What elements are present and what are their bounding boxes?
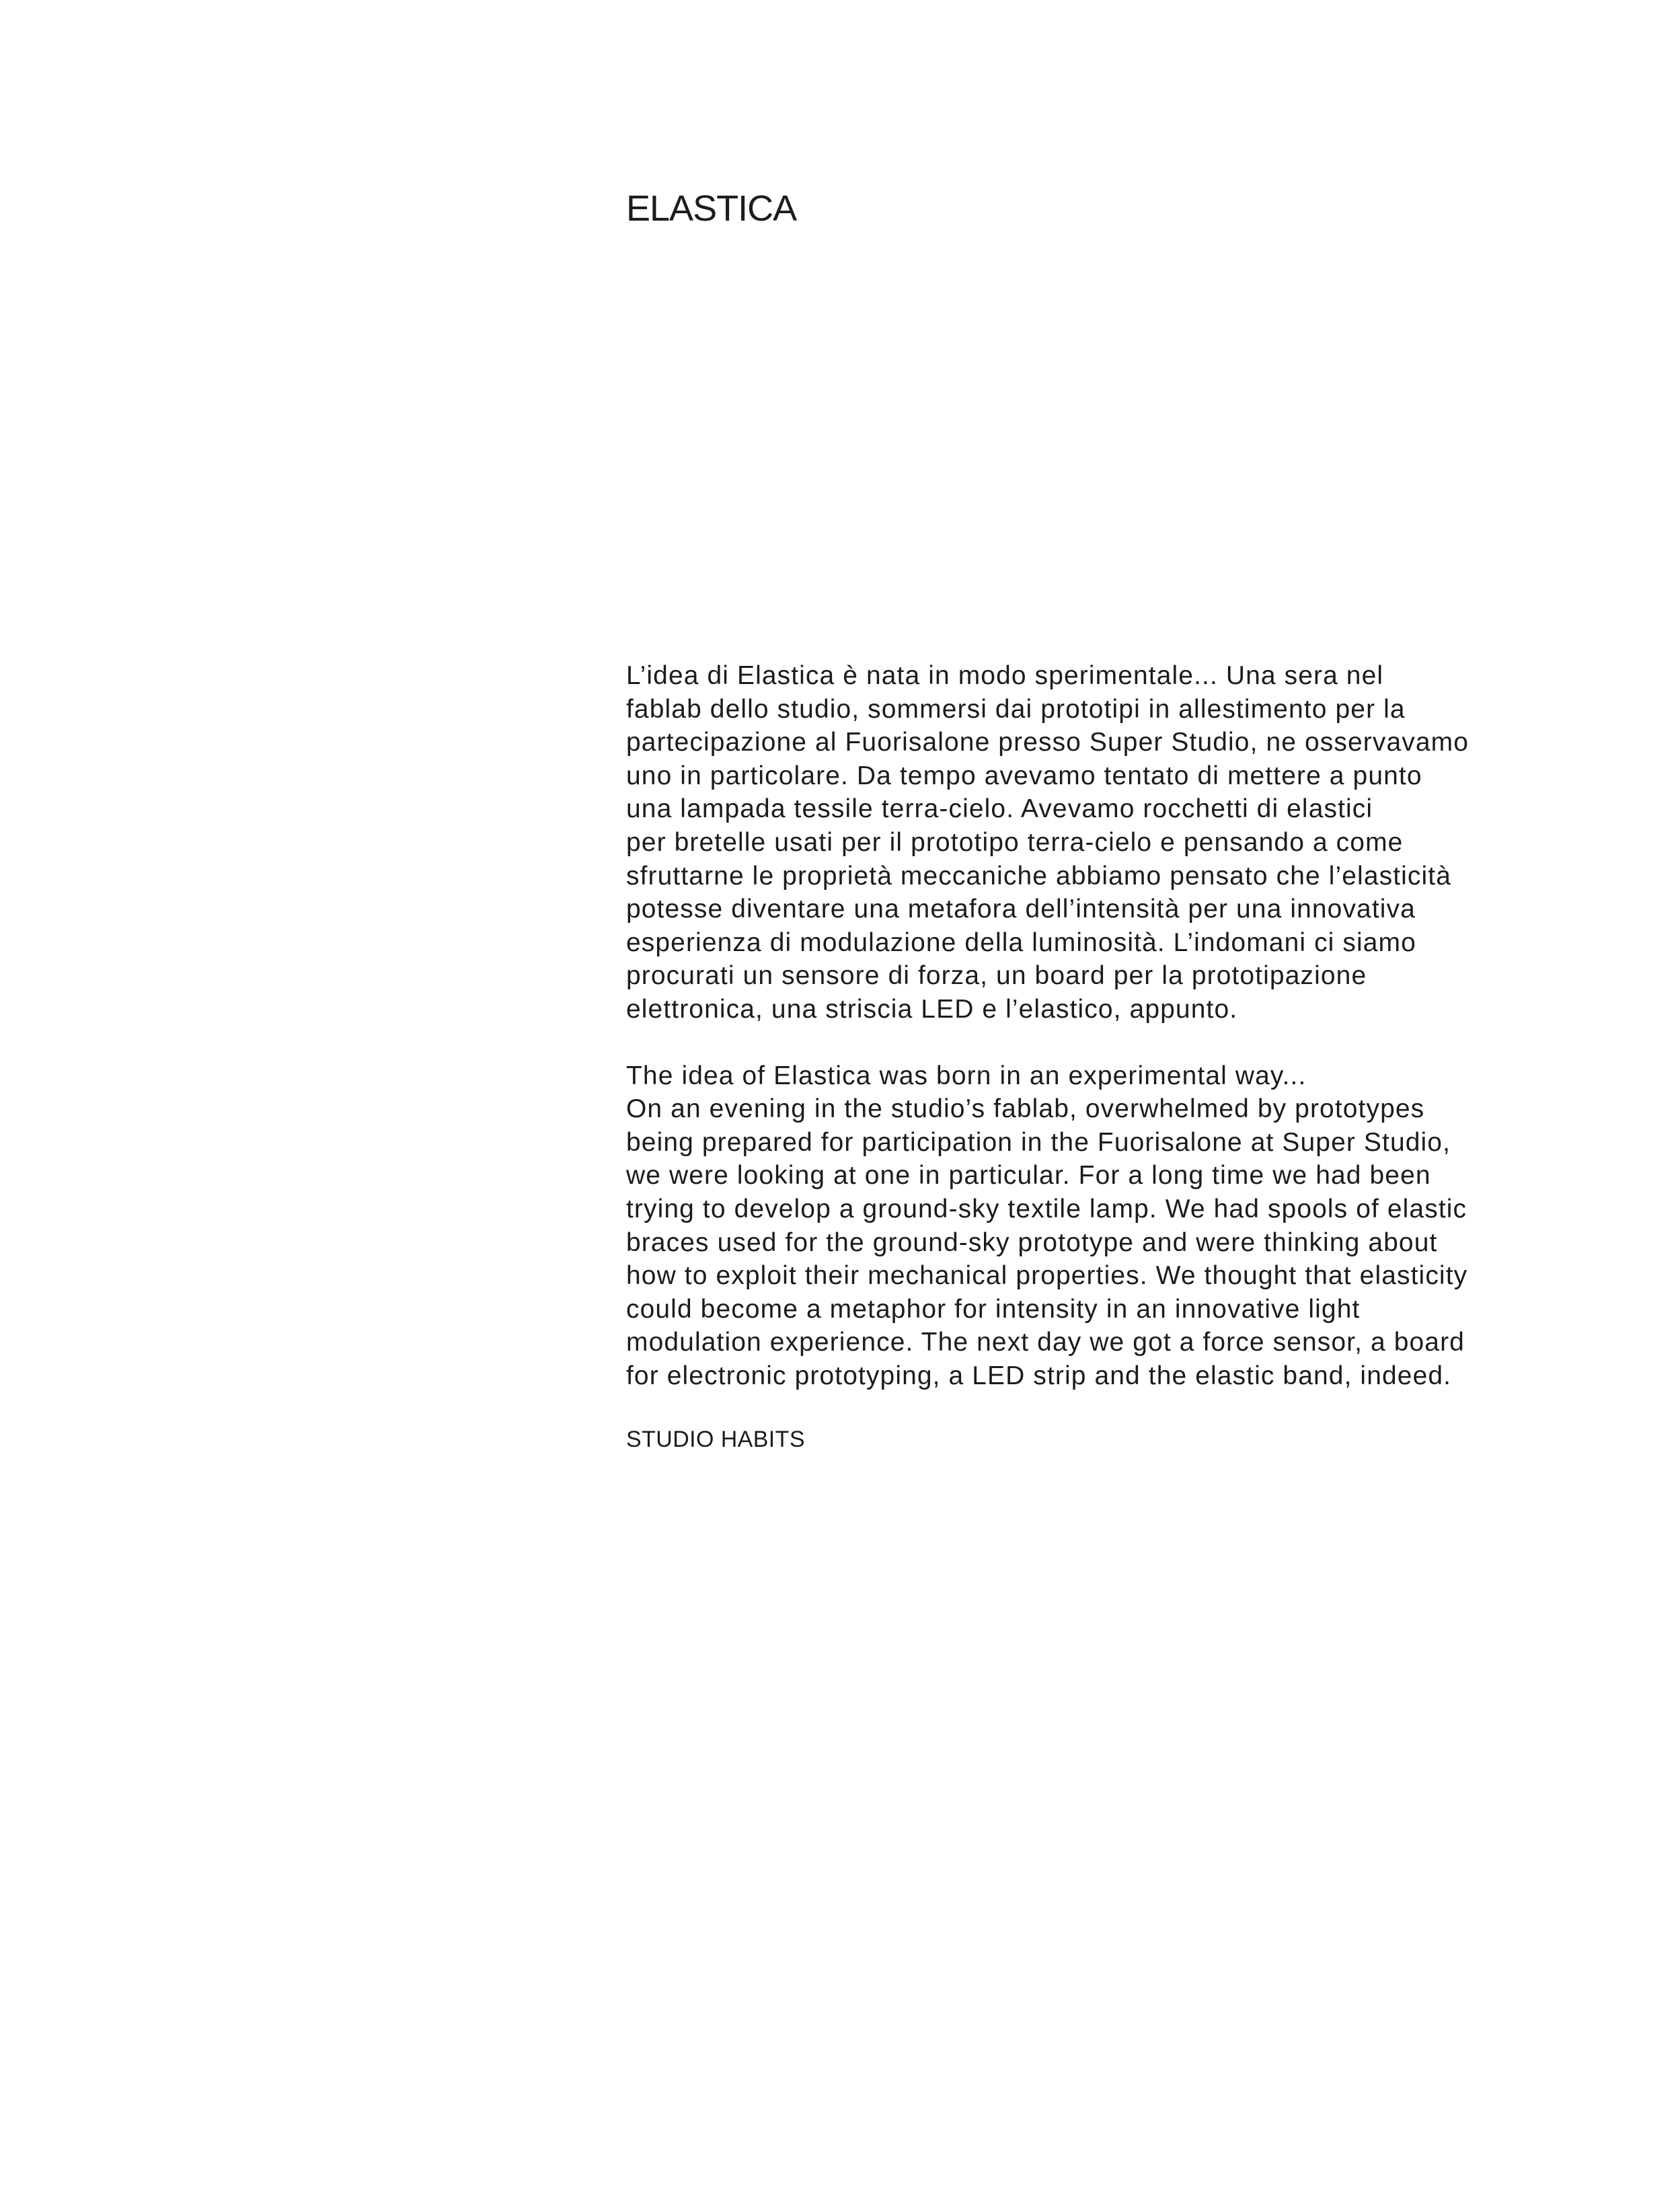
paragraph-english xyxy=(626,1059,1595,1393)
paragraph-line: being prepared for participation in the Fuorisalone at Super Studio, xyxy=(626,1127,1451,1157)
paragraph-line: potesse diventare una metafora dell’intensità per una innovativa xyxy=(626,895,1416,924)
paragraph-line: una lampada tessile terra-cielo. Avevamo rocchetti di elastici xyxy=(626,794,1373,824)
paragraph-line: procurati un sensore di forza, un board per la prototipazione xyxy=(626,961,1367,991)
paragraph-line: per bretelle usati per il prototipo terra-cielo e pensando a come xyxy=(626,827,1404,857)
paragraph-line: how to exploit their mechanical properties. We thought that elasticity xyxy=(626,1261,1468,1291)
paragraph-line: elettronica, una striscia LED e l’elastico, appunto. xyxy=(626,994,1238,1024)
paragraph-line: L’idea di Elastica è nata in modo sperimentale... Una sera nel xyxy=(626,661,1384,690)
paragraph-line: On an evening in the studio’s fablab, overwhelmed by prototypes xyxy=(626,1094,1425,1124)
paragraph-line: partecipazione al Fuorisalone presso Super Studio, ne osservavamo xyxy=(626,728,1469,757)
paragraph-italian xyxy=(626,659,1595,1026)
paragraph-line: fablab dello studio, sommersi dai prototipi in allestimento per la xyxy=(626,694,1406,724)
studio-signature: STUDIO HABITS xyxy=(626,1427,805,1453)
paragraph-line: sfruttarne le proprietà meccaniche abbiamo pensato che l’elasticità xyxy=(626,861,1451,891)
paragraph-line: for electronic prototyping, a LED strip and the elastic band, indeed. xyxy=(626,1361,1452,1390)
page-title: ELASTICA xyxy=(626,188,797,229)
text-body xyxy=(626,659,1595,1454)
paragraph-line: esperienza di modulazione della luminosità. L’indomani ci siamo xyxy=(626,928,1416,957)
paragraph-line: we were looking at one in particular. For a long time we had been xyxy=(626,1161,1431,1191)
paragraph-line: could become a metaphor for intensity in an innovative light xyxy=(626,1294,1361,1324)
paragraph-line: modulation experience. The next day we got a force sensor, a board xyxy=(626,1328,1465,1357)
paragraph-line: The idea of Elastica was born in an experimental way... xyxy=(626,1061,1307,1090)
paragraph-line: uno in particolare. Da tempo avevamo tentato di mettere a punto xyxy=(626,761,1422,790)
paragraph-line: braces used for the ground-sky prototype and were thinking about xyxy=(626,1228,1438,1257)
paragraph-line: trying to develop a ground-sky textile lamp. We had spools of elastic xyxy=(626,1194,1467,1223)
